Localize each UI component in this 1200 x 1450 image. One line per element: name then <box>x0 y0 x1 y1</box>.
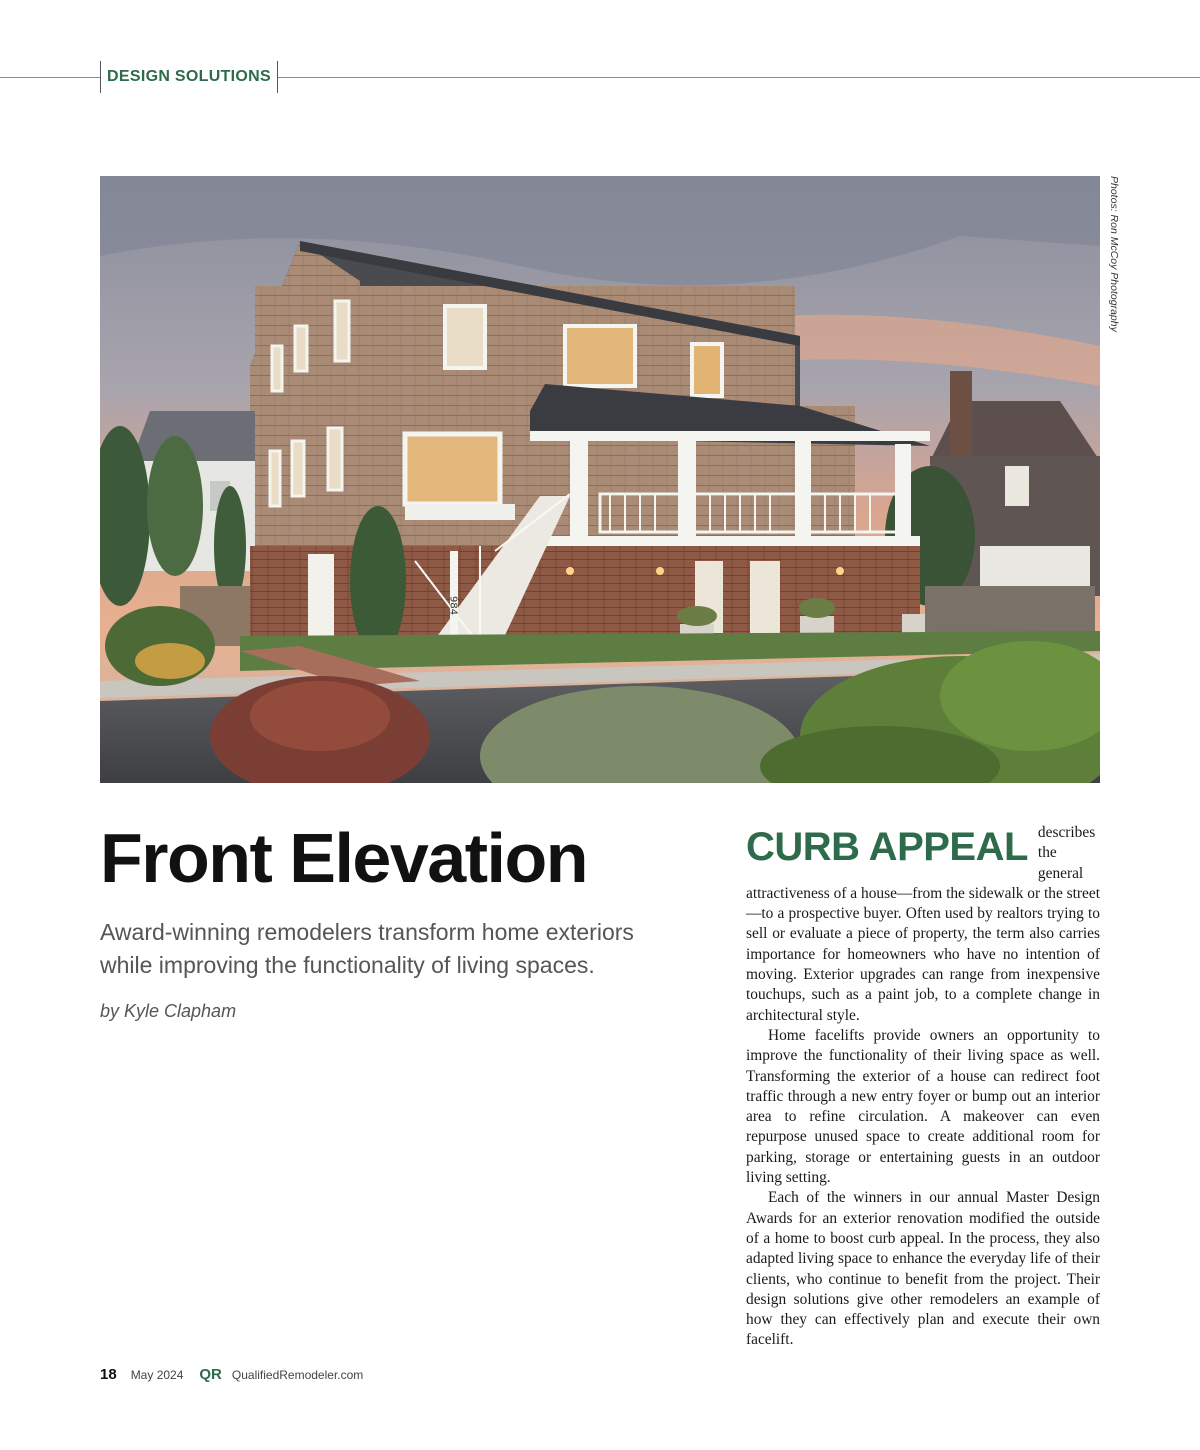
section-label: DESIGN SOLUTIONS <box>107 68 271 85</box>
article-byline: by Kyle Clapham <box>100 1001 237 1021</box>
body-paragraph-1 <box>746 823 1100 1026</box>
body-paragraph-1-text: describes the general attractiveness of a house—from the sidewalk or the street—to a prospective buyer. Often used by realtors trying to sell or evaluate a piece of property, the term also carries importance for homeowners who have no intention of moving. Exterior upgrades can range from inexpensive touchups, such as a paint job, to a complete change in architectural style. <box>746 824 1100 1024</box>
website-link[interactable]: QualifiedRemodeler.com <box>231 1368 364 1382</box>
section-tag <box>100 61 278 93</box>
lead-in: CURB APPEAL <box>746 825 1028 869</box>
page-number: 18 <box>100 1366 117 1383</box>
body-paragraph-2: Home facelifts provide owners an opportunity to improve the functionality of their living space as well. Transforming the exterior of a house can redirect foot traffic through a new entry foyer or bump out an interior area to refine circulation. A makeover can even repurpose unused space to create additional room for parking, storage or entertaining guests in an outdoor living setting. <box>746 1026 1100 1187</box>
issue-date: May 2024 <box>130 1368 184 1382</box>
body-paragraph-3: Each of the winners in our annual Master Design Awards for an exterior renovation modified the outside of a home to boost curb appeal. In the process, they also adapted living space to enhance the everyday life of their clients, who continue to benefit from the project. Their design solutions give other remodelers an example of how they can effectively plan and execute their own facelift. <box>746 1189 1100 1349</box>
article-title: Front Elevation <box>100 819 587 897</box>
article-deck: Award-winning remodelers transform home exteriors while improving the functionality of living spaces. <box>100 919 634 978</box>
house-number: 984 <box>447 596 459 616</box>
hero-photo <box>100 176 1100 783</box>
page-footer <box>100 1366 363 1386</box>
article-body <box>746 823 1100 1351</box>
photo-credit: Photos: Ron McCoy Photography <box>1108 176 1120 332</box>
qr-logo: QR <box>199 1366 222 1383</box>
